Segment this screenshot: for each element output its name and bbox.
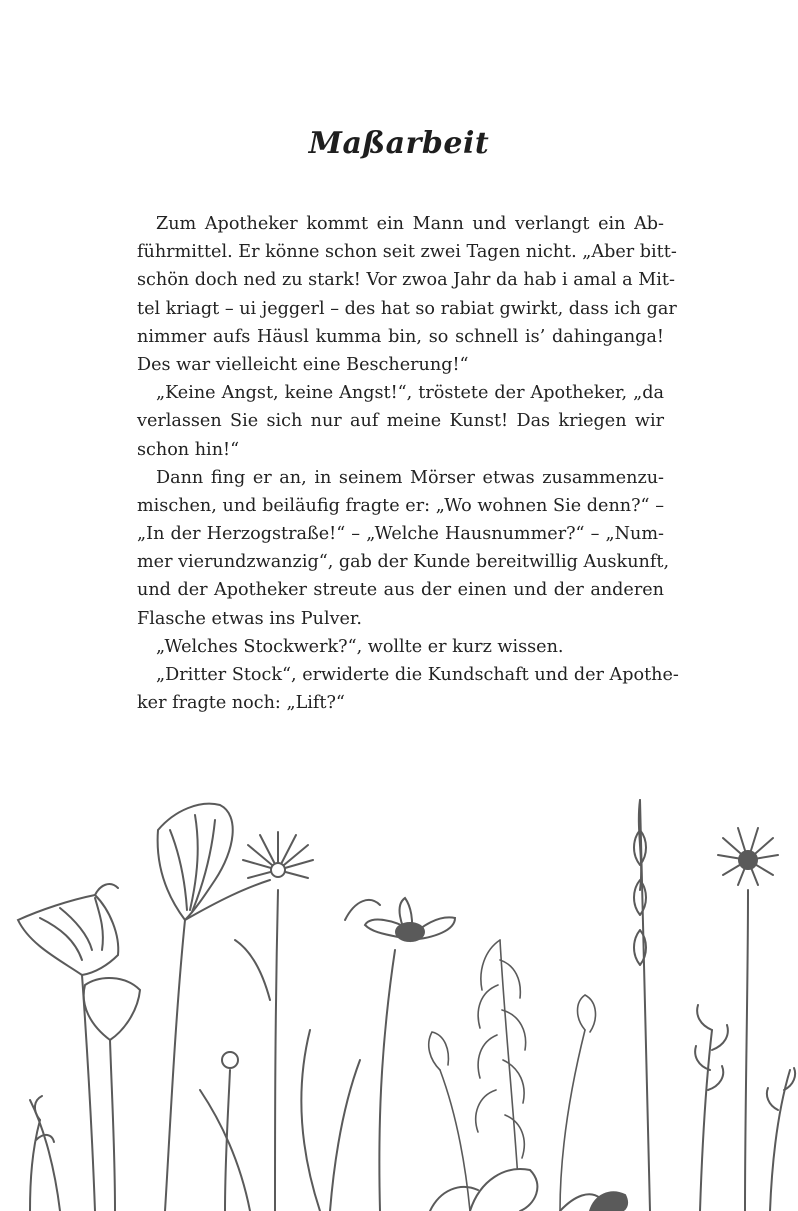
text-line: „Keine Angst, keine Angst!“, tröstete der Apotheker, „da — [156, 383, 664, 404]
text-line: ker fragte noch: „Lift?“ — [137, 693, 345, 714]
text-line: mer vierundzwanzig“, gab der Kunde bereitwillig Auskunft, — [137, 552, 670, 573]
text-line: Zum Apotheker kommt ein Mann und verlangt ein Ab- — [156, 214, 664, 234]
text-line: mischen, und beiläufig fragte er: „Wo wohnen Sie denn?“ – — [137, 495, 664, 516]
text-line: Flasche etwas ins Pulver. — [137, 608, 362, 629]
text-line: nimmer aufs Häusl kumma bin, so schnell is’ dahinganga! — [137, 326, 664, 347]
text-line: führmittel. Er könne schon seit zwei Tagen nicht. „Aber bitt- — [137, 242, 677, 263]
wildflower-meadow-illustration — [0, 770, 798, 1211]
text-line: Des war vielleicht eine Bescherung!“ — [137, 354, 469, 375]
text-line: verlassen Sie sich nur auf meine Kunst! Das kriegen wir — [137, 411, 664, 432]
text-line: und der Apotheker streute aus der einen und der anderen — [137, 580, 664, 601]
text-line: „In der Herzogstraße!“ – „Welche Hausnummer?“ – „Num- — [137, 524, 664, 545]
text-line: „Welches Stockwerk?“, wollte er kurz wissen. — [156, 636, 564, 657]
text-line: „Dritter Stock“, erwiderte die Kundschaft und der Apothe- — [156, 665, 679, 685]
text-line: Dann fing er an, in seinem Mörser etwas zusammenzu- — [156, 467, 664, 488]
text-line: schon hin!“ — [137, 439, 240, 460]
text-line: tel kriagt – ui jeggerl – des hat so rabiat gwirkt, dass ich gar — [137, 298, 677, 319]
page-title: Maßarbeit — [308, 126, 490, 161]
story-text — [137, 210, 679, 717]
text-line: schön doch ned zu stark! Vor zwoa Jahr da hab i amal a Mit- — [137, 270, 675, 291]
